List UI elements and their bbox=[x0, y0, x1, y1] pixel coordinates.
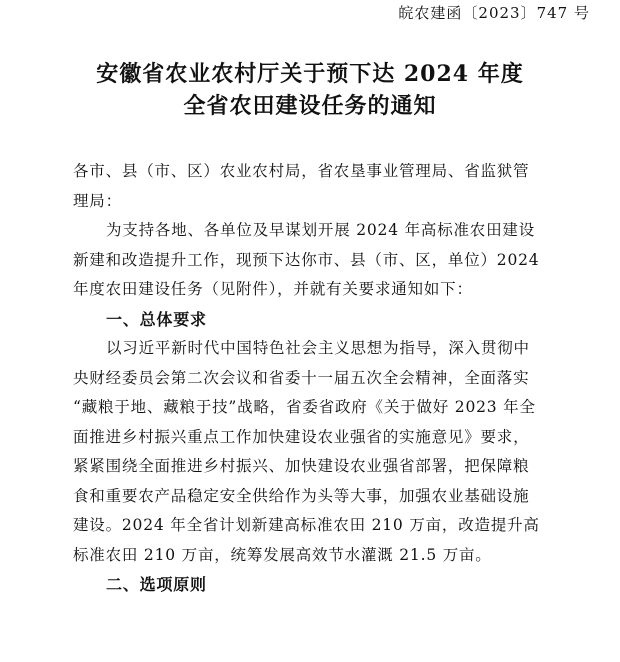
section1-line-7: 建设。2024 年全省计划新建高标准农田 210 万亩，改造提升高 bbox=[73, 516, 540, 534]
section-heading-selection-principles: 二、选项原则 bbox=[106, 575, 207, 594]
intro-line-3: 年度农田建设任务（见附件），并就有关要求通知如下： bbox=[73, 280, 473, 298]
title-line-1: 安徽省农业农村厅关于预下达 2024 年度 bbox=[96, 61, 524, 87]
addressee-line-1: 各市、县（市、区）农业农村局，省农垦事业管理局、省监狱管 bbox=[73, 162, 530, 180]
addressee-line-2: 理局： bbox=[73, 191, 122, 210]
section1-line-8: 标准农田 210 万亩，统筹发展高效节水灌溉 21.5 万亩。 bbox=[73, 545, 492, 564]
intro-line-1: 为支持各地、各单位及早谋划开展 2024 年高标准农田建设 bbox=[106, 221, 536, 239]
document-title bbox=[0, 58, 620, 122]
section1-line-6: 食和重要农产品稳定安全供给作为头等大事，加强农业基础设施 bbox=[73, 486, 530, 505]
document-body bbox=[73, 157, 555, 600]
section-heading-general-requirements: 一、总体要求 bbox=[106, 309, 207, 329]
section1-line-2: 央财经委员会第二次会议和省委十一届五次全会精神，全面落实 bbox=[73, 368, 530, 387]
title-line-2: 全省农田建设任务的通知 bbox=[183, 93, 437, 119]
section1-line-3: “藏粮于地、藏粮于技”战略，省委省政府《关于做好 2023 年全 bbox=[73, 398, 536, 416]
document-number: 皖农建函〔2023〕747 号 bbox=[398, 4, 590, 22]
section1-line-4: 面推进乡村振兴重点工作加快建设农业强省的实施意见》要求， bbox=[73, 427, 530, 446]
section1-line-1: 以习近平新时代中国特色社会主义思想为指导，深入贯彻中 bbox=[106, 339, 530, 357]
section1-line-5: 紧紧围绕全面推进乡村振兴、加快建设农业强省部署，把保障粮 bbox=[73, 457, 530, 475]
intro-line-2: 新建和改造提升工作，现预下达你市、县（市、区，单位）2024 bbox=[73, 250, 540, 269]
